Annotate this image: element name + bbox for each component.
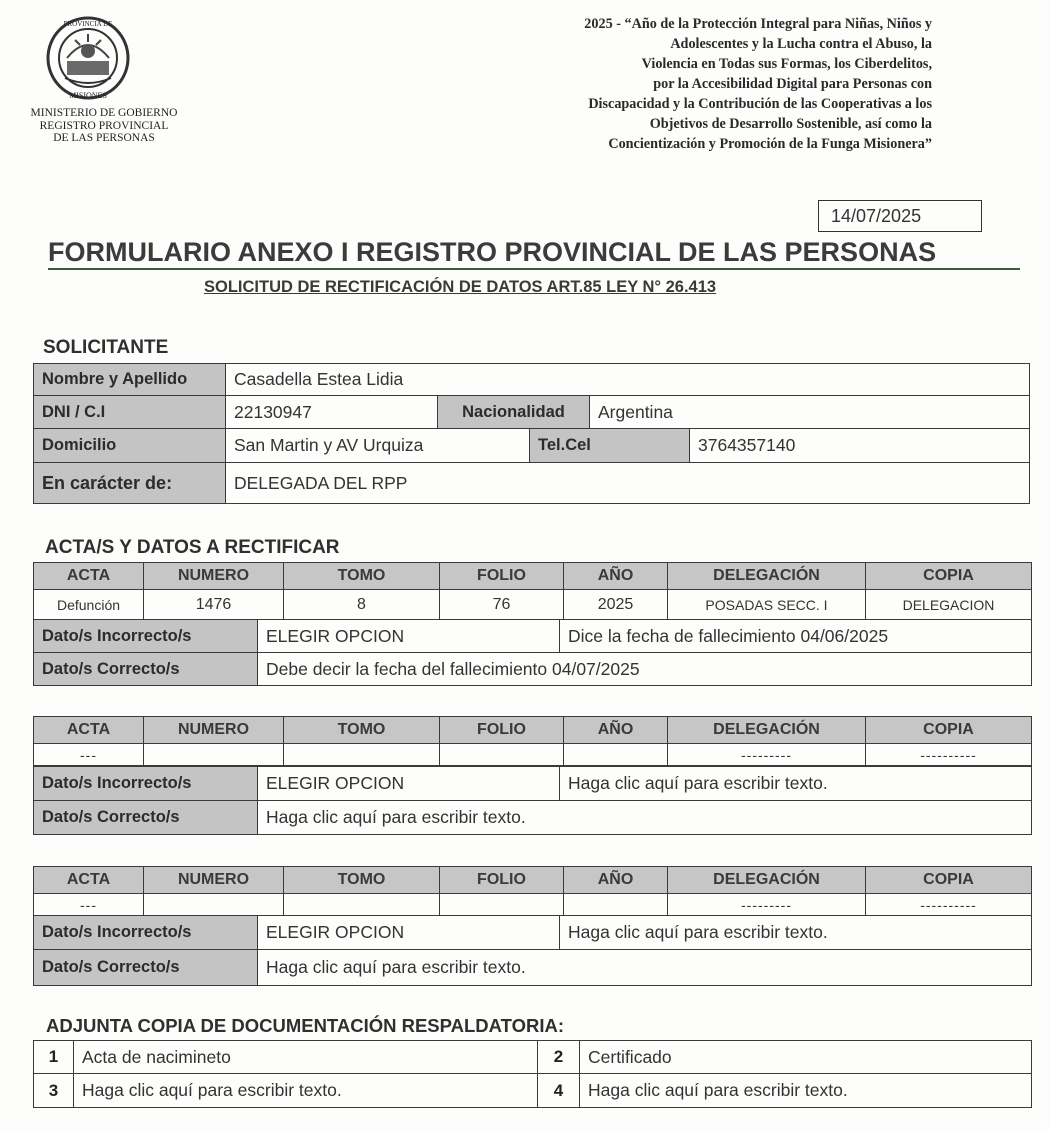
adjunto-field[interactable]: Certificado: [580, 1041, 1032, 1074]
adjunto-number: 2: [538, 1041, 580, 1074]
svg-text:PROVINCIA DE: PROVINCIA DE: [63, 20, 113, 28]
tel-field[interactable]: 3764357140: [690, 429, 1030, 463]
adjunto-number: 1: [34, 1041, 74, 1074]
nacionalidad-label: Nacionalidad: [438, 396, 590, 429]
date-field[interactable]: 14/07/2025: [818, 200, 982, 232]
opcion-select[interactable]: ELEGIR OPCION: [258, 767, 560, 801]
folio-field[interactable]: [440, 744, 564, 766]
acta-type-field[interactable]: ---: [34, 744, 144, 766]
domicilio-label: Domicilio: [34, 429, 226, 463]
incorrecto-field[interactable]: Haga clic aquí para escribir texto.: [560, 916, 1032, 950]
numero-field[interactable]: [144, 894, 284, 916]
nacionalidad-field[interactable]: Argentina: [590, 396, 1030, 429]
col-delegacion: DELEGACIÓN: [668, 717, 866, 744]
motto-line: Adolescentes y la Lucha contra el Abuso, la: [670, 36, 932, 52]
delegacion-field[interactable]: ---------: [668, 894, 866, 916]
adjunta-heading: ADJUNTA COPIA DE DOCUMENTACIÓN RESPALDATORIA:: [46, 1015, 564, 1036]
province-seal: [45, 14, 131, 104]
motto-line: Violencia en Todas sus Formas, los Ciberdelitos,: [641, 56, 932, 72]
adjunta-table: [33, 1040, 1032, 1108]
incorrecto-label: Dato/s Incorrecto/s: [34, 916, 258, 950]
ministry-line: REGISTRO PROVINCIAL: [39, 119, 169, 132]
col-acta: ACTA: [34, 717, 144, 744]
anio-field[interactable]: [564, 744, 668, 766]
domicilio-field[interactable]: San Martin y AV Urquiza: [226, 429, 530, 463]
caracter-label: En carácter de:: [34, 463, 226, 504]
ministry-line: MINISTERIO DE GOBIERNO: [30, 107, 178, 119]
correcto-label: Dato/s Correcto/s: [34, 801, 258, 835]
motto-line: 2025 - “Año de la Protección Integral para Niñas, Niños y: [584, 16, 932, 32]
nombre-label: Nombre y Apellido: [34, 364, 226, 396]
folio-field[interactable]: [440, 894, 564, 916]
year-motto: [420, 14, 932, 154]
acta-header-row-2: [33, 716, 1032, 766]
incorrecto-label: Dato/s Incorrecto/s: [34, 767, 258, 801]
copia-field[interactable]: ----------: [866, 744, 1032, 766]
incorrecto-field[interactable]: Haga clic aquí para escribir texto.: [560, 767, 1032, 801]
motto-line: Objetivos de Desarrollo Sostenible, así como la: [649, 116, 932, 132]
svg-text:MISIONES: MISIONES: [69, 91, 107, 100]
col-folio: FOLIO: [440, 717, 564, 744]
col-acta: ACTA: [34, 563, 144, 590]
copia-field[interactable]: DELEGACION: [866, 590, 1032, 620]
anio-field[interactable]: 2025: [564, 590, 668, 620]
incorrecto-field[interactable]: Dice la fecha de fallecimiento 04/06/2025: [560, 620, 1032, 653]
numero-field[interactable]: [144, 744, 284, 766]
ministry-block: [14, 107, 194, 145]
incorrecto-label: Dato/s Incorrecto/s: [34, 620, 258, 653]
motto-line: por la Accesibilidad Digital para Personas con: [653, 76, 932, 92]
acta-header-row-1: [33, 562, 1032, 620]
acta-data-rows-1: [33, 619, 1032, 686]
col-delegacion: DELEGACIÓN: [668, 563, 866, 590]
acta-header-row-3: [33, 866, 1032, 916]
acta-type-field[interactable]: ---: [34, 894, 144, 916]
tel-label: Tel.Cel: [530, 429, 690, 463]
folio-field[interactable]: 76: [440, 590, 564, 620]
col-tomo: TOMO: [284, 563, 440, 590]
col-numero: NUMERO: [144, 563, 284, 590]
solicitante-table: [33, 363, 1030, 504]
ministry-line: DE LAS PERSONAS: [53, 132, 155, 144]
col-folio: FOLIO: [440, 563, 564, 590]
col-copia: COPIA: [866, 867, 1032, 894]
form-subtitle: SOLICITUD DE RECTIFICACIÓN DE DATOS ART.85 LEY N° 26.413: [204, 278, 717, 296]
correcto-label: Dato/s Correcto/s: [34, 653, 258, 686]
motto-line: Discapacidad y la Contribución de las Cooperativas a los: [588, 96, 932, 112]
adjunto-number: 4: [538, 1074, 580, 1108]
nombre-field[interactable]: Casadella Estea Lidia: [226, 364, 1030, 396]
numero-field[interactable]: 1476: [144, 590, 284, 620]
actas-heading: ACTA/S Y DATOS A RECTIFICAR: [45, 537, 340, 558]
col-copia: COPIA: [866, 563, 1032, 590]
solicitante-heading: SOLICITANTE: [43, 337, 169, 358]
acta-data-rows-2: [33, 766, 1032, 835]
adjunto-number: 3: [34, 1074, 74, 1108]
tomo-field[interactable]: [284, 894, 440, 916]
col-anio: AÑO: [564, 867, 668, 894]
opcion-select[interactable]: ELEGIR OPCION: [258, 620, 560, 653]
copia-field[interactable]: ----------: [866, 894, 1032, 916]
correcto-field[interactable]: Haga clic aquí para escribir texto.: [258, 950, 1032, 986]
col-numero: NUMERO: [144, 717, 284, 744]
col-delegacion: DELEGACIÓN: [668, 867, 866, 894]
correcto-field[interactable]: Debe decir la fecha del fallecimiento 04/07/2025: [258, 653, 1032, 686]
col-tomo: TOMO: [284, 867, 440, 894]
col-anio: AÑO: [564, 717, 668, 744]
correcto-field[interactable]: Haga clic aquí para escribir texto.: [258, 801, 1032, 835]
acta-type-field[interactable]: Defunción: [34, 590, 144, 620]
acta-data-rows-3: [33, 915, 1032, 986]
caracter-field[interactable]: DELEGADA DEL RPP: [226, 463, 1030, 504]
col-tomo: TOMO: [284, 717, 440, 744]
anio-field[interactable]: [564, 894, 668, 916]
motto-line: Concientización y Promoción de la Funga Misionera”: [608, 136, 932, 152]
adjunto-field[interactable]: Acta de nacimineto: [74, 1041, 538, 1074]
dni-label: DNI / C.I: [34, 396, 226, 429]
tomo-field[interactable]: 8: [284, 590, 440, 620]
form-title: FORMULARIO ANEXO I REGISTRO PROVINCIAL DE LAS PERSONAS: [48, 236, 1020, 270]
col-acta: ACTA: [34, 867, 144, 894]
col-folio: FOLIO: [440, 867, 564, 894]
col-anio: AÑO: [564, 563, 668, 590]
col-copia: COPIA: [866, 717, 1032, 744]
delegacion-field[interactable]: ---------: [668, 744, 866, 766]
adjunto-field[interactable]: Haga clic aquí para escribir texto.: [580, 1074, 1032, 1108]
tomo-field[interactable]: [284, 744, 440, 766]
dni-field[interactable]: 22130947: [226, 396, 438, 429]
opcion-select[interactable]: ELEGIR OPCION: [258, 916, 560, 950]
adjunto-field[interactable]: Haga clic aquí para escribir texto.: [74, 1074, 538, 1108]
correcto-label: Dato/s Correcto/s: [34, 950, 258, 986]
col-numero: NUMERO: [144, 867, 284, 894]
delegacion-field[interactable]: POSADAS SECC. I: [668, 590, 866, 620]
